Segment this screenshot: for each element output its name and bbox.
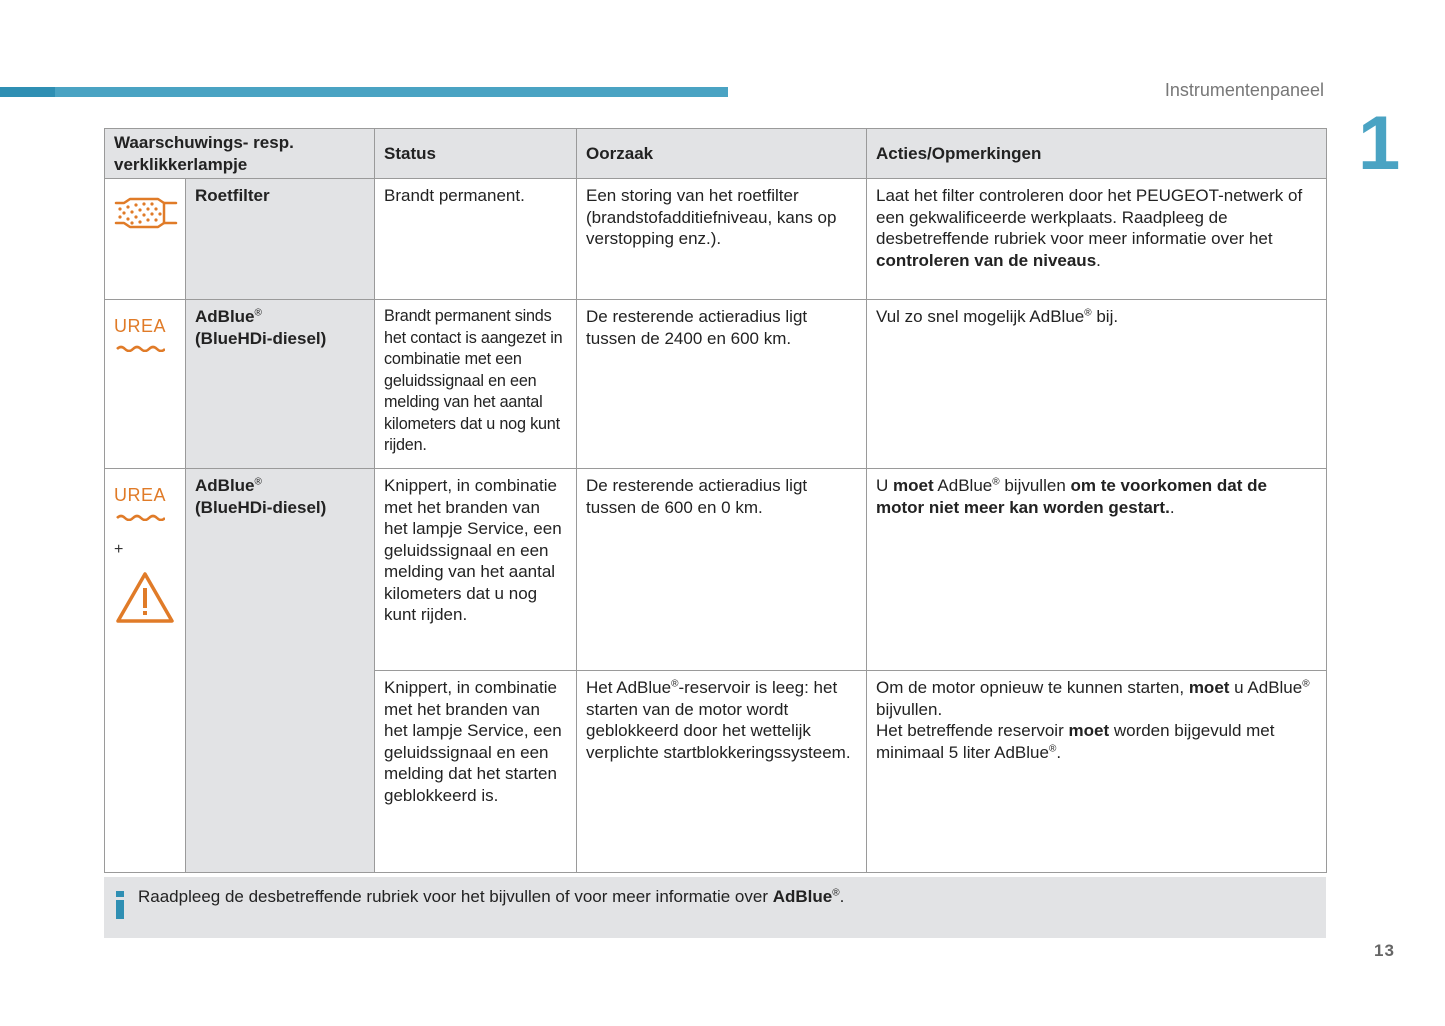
lamp-icon-cell (105, 469, 186, 873)
table-row (105, 300, 1327, 469)
info-note (104, 877, 1326, 938)
chapter-number: 1 (1358, 101, 1401, 186)
status-cell: Brandt permanent sinds het contact is aangezet in combinatie met een geluidssignaal en een melding van het aantal kilometers dat u nog kunt rijden. (375, 300, 577, 469)
info-text: Raadpleeg de desbetreffende rubriek voor het bijvullen of voor meer informatie over AdBlue®. (138, 887, 845, 906)
status-cell: Knippert, in combinatie met het branden van het lampje Service, een geluidssignaal en een melding dat het starten geblokkeerd is. (375, 671, 577, 873)
header-accent-bar-dark (0, 87, 55, 97)
table-row (105, 179, 1327, 300)
warning-lamps-table (104, 128, 1327, 873)
column-header-cause: Oorzaak (577, 129, 867, 179)
lamp-name: AdBlue® (BlueHDi-diesel) (186, 469, 375, 873)
status-cell: Knippert, in combinatie met het branden van het lampje Service, een geluidssignaal en een melding van het aantal kilometers dat u nog kunt rijden. (375, 469, 577, 671)
action-cell: Vul zo snel mogelijk AdBlue® bij. (867, 300, 1327, 469)
table-row (105, 469, 1327, 671)
lamp-name: Roetfilter (186, 179, 375, 300)
lamp-icon-cell (105, 300, 186, 469)
urea-wave-icon (115, 344, 165, 352)
cause-cell: Het AdBlue®-reservoir is leeg: het starten van de motor wordt geblokkeerd door het wettelijk verplichte startblokkeringssysteem. (577, 671, 867, 873)
lamp-name: AdBlue® (BlueHDi-diesel) (186, 300, 375, 469)
action-cell: Laat het filter controleren door het PEUGEOT-netwerk of een gekwalificeerde werkplaats. Raadpleeg de desbetreffende rubriek voor meer informatie over het controleren van de niveaus. (867, 179, 1327, 300)
lamp-icon-cell (105, 179, 186, 300)
column-header-status: Status (375, 129, 577, 179)
urea-icon: UREA (114, 485, 166, 527)
cause-cell: Een storing van het roetfilter (brandstofadditiefniveau, kans op verstopping enz.). (577, 179, 867, 300)
urea-icon: UREA (114, 316, 166, 358)
info-icon (115, 891, 125, 919)
action-cell: U moet AdBlue® bijvullen om te voorkomen dat de motor niet meer kan worden gestart.. (867, 469, 1327, 671)
plus-sign: + (114, 540, 124, 558)
warning-triangle-icon (115, 570, 175, 624)
status-cell: Brandt permanent. (375, 179, 577, 300)
action-cell: Om de motor opnieuw te kunnen starten, moet u AdBlue® bijvullen. Het betreffende reservoir moet worden bijgevuld met minimaal 5 liter AdBlue®. (867, 671, 1327, 873)
page-number: 13 (1374, 941, 1395, 960)
cause-cell: De resterende actieradius ligt tussen de 600 en 0 km. (577, 469, 867, 671)
section-title: Instrumentenpaneel (1164, 80, 1324, 100)
column-header-actions: Acties/Opmerkingen (867, 129, 1327, 179)
header-accent-bar (0, 87, 728, 97)
cause-cell: De resterende actieradius ligt tussen de 2400 en 600 km. (577, 300, 867, 469)
particle-filter-icon (114, 195, 178, 231)
table-header-row (105, 129, 1327, 179)
column-header-lamp: Waarschuwings- resp. verklikkerlampje (105, 129, 375, 179)
urea-wave-icon (115, 513, 165, 521)
